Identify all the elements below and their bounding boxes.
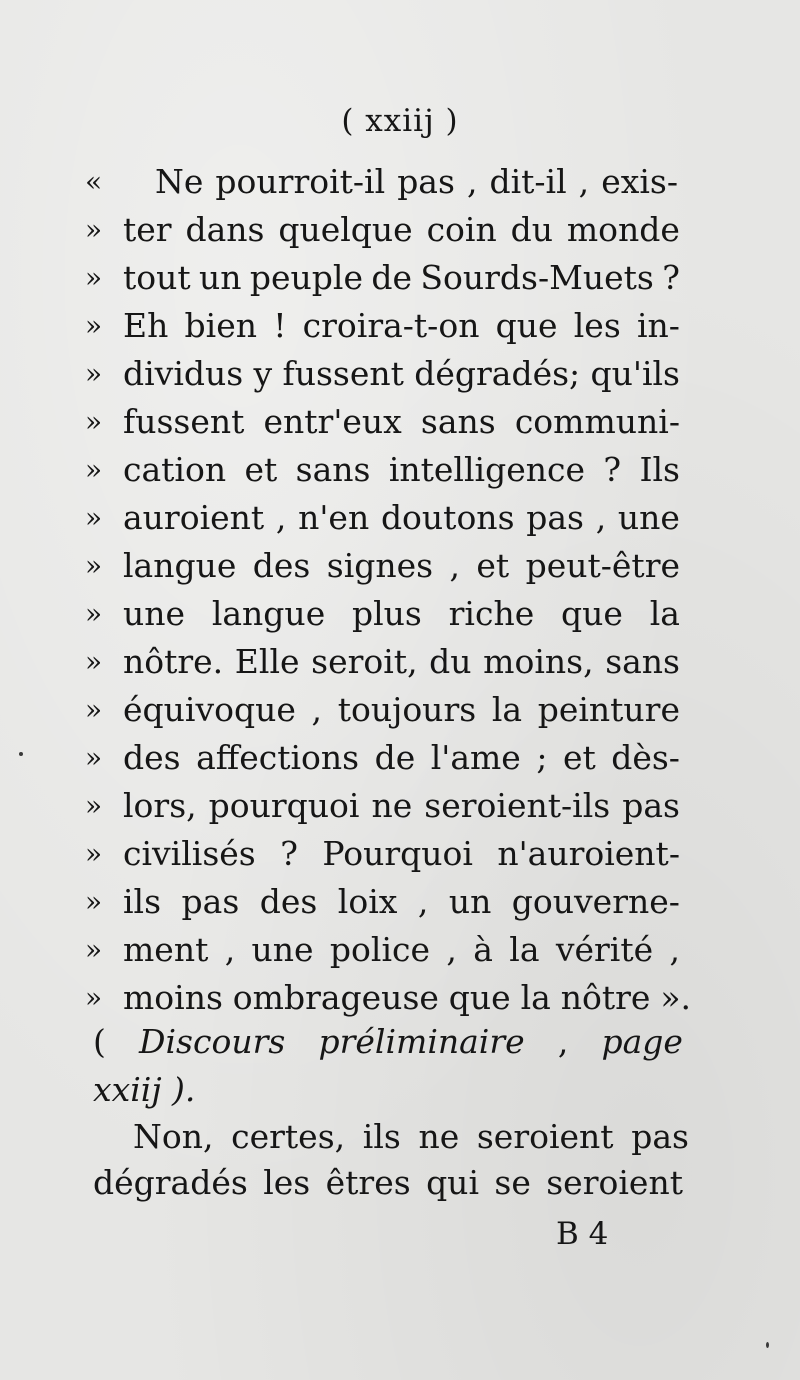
quoted-line <box>0 402 800 442</box>
word: ». <box>660 978 691 1017</box>
word: dividus <box>123 354 244 393</box>
word: des <box>259 882 318 921</box>
word: Elle <box>234 642 300 681</box>
word: pas <box>397 162 455 201</box>
line-text <box>123 594 680 634</box>
word: , <box>578 162 590 201</box>
word: ombrageuse <box>232 978 439 1017</box>
line-text <box>123 450 680 490</box>
word: coin <box>426 210 497 249</box>
word: seroient <box>476 1117 614 1156</box>
word: se <box>494 1163 531 1202</box>
word: la <box>649 594 680 633</box>
continuation-quote-mark: » <box>85 933 103 966</box>
word: que <box>495 306 558 345</box>
word: la <box>509 930 540 969</box>
line-text <box>123 210 680 250</box>
word: pourroit-il <box>215 162 386 201</box>
word: ter <box>123 210 172 249</box>
word: les <box>263 1163 311 1202</box>
line-text <box>123 258 680 298</box>
line-text <box>155 162 678 202</box>
line-text <box>123 978 691 1018</box>
word: peut-être <box>525 546 680 585</box>
word: l'ame <box>430 738 521 777</box>
word: n'en <box>298 498 370 537</box>
word: dans <box>185 210 265 249</box>
word: que <box>561 594 623 633</box>
word: sans <box>295 450 371 489</box>
line-text <box>123 690 680 730</box>
quoted-line <box>0 258 800 298</box>
word: certes, <box>231 1117 346 1156</box>
word: une <box>123 594 186 633</box>
word: des <box>123 738 181 777</box>
word: des <box>252 546 311 585</box>
continuation-quote-mark: » <box>85 789 103 822</box>
word: ? <box>280 834 298 873</box>
quoted-line <box>0 690 800 730</box>
word: n'auroient- <box>497 834 680 873</box>
word: fussent <box>282 354 404 393</box>
line-text <box>123 402 680 442</box>
word: la <box>520 978 551 1017</box>
continuation-quote-mark: » <box>85 261 103 294</box>
citation-line-1 <box>93 1022 683 1062</box>
quoted-line <box>0 882 800 922</box>
quoted-line <box>0 450 800 490</box>
continuation-quote-mark: » <box>85 981 103 1014</box>
continuation-quote-mark: » <box>85 309 103 342</box>
word: équivoque <box>123 690 296 729</box>
continuation-quote-mark: » <box>85 453 103 486</box>
line-text <box>123 834 680 874</box>
word: moins, <box>483 642 594 681</box>
citation-title-word: préliminaire <box>318 1022 525 1061</box>
word: entr'eux <box>263 402 402 441</box>
word: seroient <box>546 1163 683 1202</box>
line-text <box>123 786 680 826</box>
citation-comma: , <box>557 1022 569 1061</box>
word: dégradés; <box>414 354 581 393</box>
word: , <box>595 498 607 537</box>
word: , <box>449 546 460 585</box>
word: communi- <box>514 402 680 441</box>
word: intelligence <box>388 450 586 489</box>
line-text <box>123 642 680 682</box>
quoted-line <box>0 978 800 1018</box>
word: du <box>510 210 554 249</box>
word: tout <box>123 258 191 297</box>
word: seroit, <box>311 642 418 681</box>
word: quelque <box>278 210 413 249</box>
quoted-line <box>0 834 800 874</box>
continuation-quote-mark: » <box>85 597 103 630</box>
word: moins <box>123 978 223 1017</box>
word: un <box>199 258 242 297</box>
ink-speck <box>19 752 23 756</box>
word: y <box>253 354 273 393</box>
word: de <box>371 258 413 297</box>
word: à <box>473 930 493 969</box>
word: vérité <box>555 930 654 969</box>
word: les <box>573 306 621 345</box>
word: lors, <box>123 786 197 825</box>
word: pas <box>526 498 584 537</box>
quoted-line <box>0 930 800 970</box>
line-text <box>123 546 680 586</box>
word: langue <box>211 594 326 633</box>
word: peuple <box>249 258 364 297</box>
word: un <box>448 882 492 921</box>
continuation-quote-mark: » <box>85 645 103 678</box>
word: ils <box>123 882 162 921</box>
continuation-quote-mark: » <box>85 549 103 582</box>
word: ne <box>371 786 413 825</box>
word: police <box>329 930 431 969</box>
word: et <box>476 546 510 585</box>
word: que <box>448 978 511 1017</box>
citation-line-2: xxiij ). <box>93 1070 196 1109</box>
paragraph-2-line-1 <box>133 1117 689 1157</box>
word: ! <box>273 306 287 345</box>
word: plus <box>352 594 422 633</box>
word: une <box>617 498 680 537</box>
quoted-line <box>0 210 800 250</box>
word: peinture <box>537 690 680 729</box>
word: ? <box>662 258 680 297</box>
line-text <box>123 882 680 922</box>
word: riche <box>448 594 535 633</box>
word: Pourquoi <box>322 834 473 873</box>
word: une <box>251 930 314 969</box>
quoted-line <box>0 162 800 202</box>
word: fussent <box>123 402 245 441</box>
word: du <box>429 642 472 681</box>
opening-quote-mark: « <box>85 165 103 198</box>
word: , <box>466 162 478 201</box>
word: sans <box>605 642 680 681</box>
citation-page-word: page <box>601 1022 683 1061</box>
ink-speck <box>766 1342 769 1348</box>
word: monde <box>566 210 680 249</box>
word: sans <box>420 402 496 441</box>
quoted-line <box>0 738 800 778</box>
word: et <box>562 738 596 777</box>
word: Non, <box>133 1117 214 1156</box>
word: ; <box>536 738 548 777</box>
word: pas <box>631 1117 689 1156</box>
continuation-quote-mark: » <box>85 741 103 774</box>
word: nôtre. <box>123 642 224 681</box>
word: langue <box>123 546 237 585</box>
word: de <box>374 738 416 777</box>
word: Eh <box>123 306 169 345</box>
word: ment <box>123 930 209 969</box>
word: ne <box>418 1117 460 1156</box>
line-text <box>123 930 680 970</box>
word: dès- <box>611 738 680 777</box>
word: gouverne- <box>511 882 680 921</box>
line-text <box>123 354 680 394</box>
word: Ils <box>639 450 680 489</box>
word: loix <box>337 882 398 921</box>
word: pas <box>181 882 240 921</box>
paragraph-2-line-2 <box>93 1163 683 1203</box>
signature-mark: B 4 <box>556 1216 609 1252</box>
quoted-line <box>0 498 800 538</box>
word: civilisés <box>123 834 256 873</box>
word: nôtre <box>560 978 651 1017</box>
word: pourquoi <box>208 786 360 825</box>
line-text <box>123 306 680 346</box>
word: , <box>275 498 287 537</box>
word: qu'ils <box>590 354 680 393</box>
word: pas <box>622 786 680 825</box>
continuation-quote-mark: » <box>85 885 103 918</box>
word: ils <box>362 1117 401 1156</box>
line-text <box>123 498 680 538</box>
continuation-quote-mark: » <box>85 837 103 870</box>
continuation-quote-mark: » <box>85 213 103 246</box>
word: cation <box>123 450 227 489</box>
quoted-line <box>0 546 800 586</box>
word: êtres <box>325 1163 411 1202</box>
quoted-line <box>0 354 800 394</box>
word: , <box>417 882 429 921</box>
quoted-line <box>0 306 800 346</box>
continuation-quote-mark: » <box>85 693 103 726</box>
word: in- <box>636 306 680 345</box>
word: signes <box>326 546 434 585</box>
word: , <box>446 930 457 969</box>
citation-paren: ( <box>93 1022 106 1061</box>
word: toujours <box>337 690 477 729</box>
quoted-line <box>0 594 800 634</box>
word: Ne <box>155 162 204 201</box>
word: ? <box>603 450 622 489</box>
word: bien <box>184 306 257 345</box>
word: , <box>224 930 236 969</box>
word: , <box>669 930 680 969</box>
word: et <box>244 450 278 489</box>
word: dégradés <box>93 1163 248 1202</box>
page-number-header: ( xxiij ) <box>341 103 459 139</box>
word: seroient-ils <box>424 786 611 825</box>
word: croira-t-on <box>302 306 480 345</box>
word: affections <box>196 738 360 777</box>
word: exis- <box>601 162 678 201</box>
word: dit-il <box>489 162 567 201</box>
quoted-line <box>0 786 800 826</box>
line-text <box>123 738 680 778</box>
word: la <box>491 690 523 729</box>
citation-title-word: Discours <box>139 1022 286 1061</box>
word: , <box>311 690 323 729</box>
word: qui <box>426 1163 479 1202</box>
continuation-quote-mark: » <box>85 405 103 438</box>
word: doutons <box>380 498 515 537</box>
quoted-line <box>0 642 800 682</box>
continuation-quote-mark: » <box>85 501 103 534</box>
word: Sourds-Muets <box>420 258 654 297</box>
continuation-quote-mark: » <box>85 357 103 390</box>
word: auroient <box>123 498 265 537</box>
